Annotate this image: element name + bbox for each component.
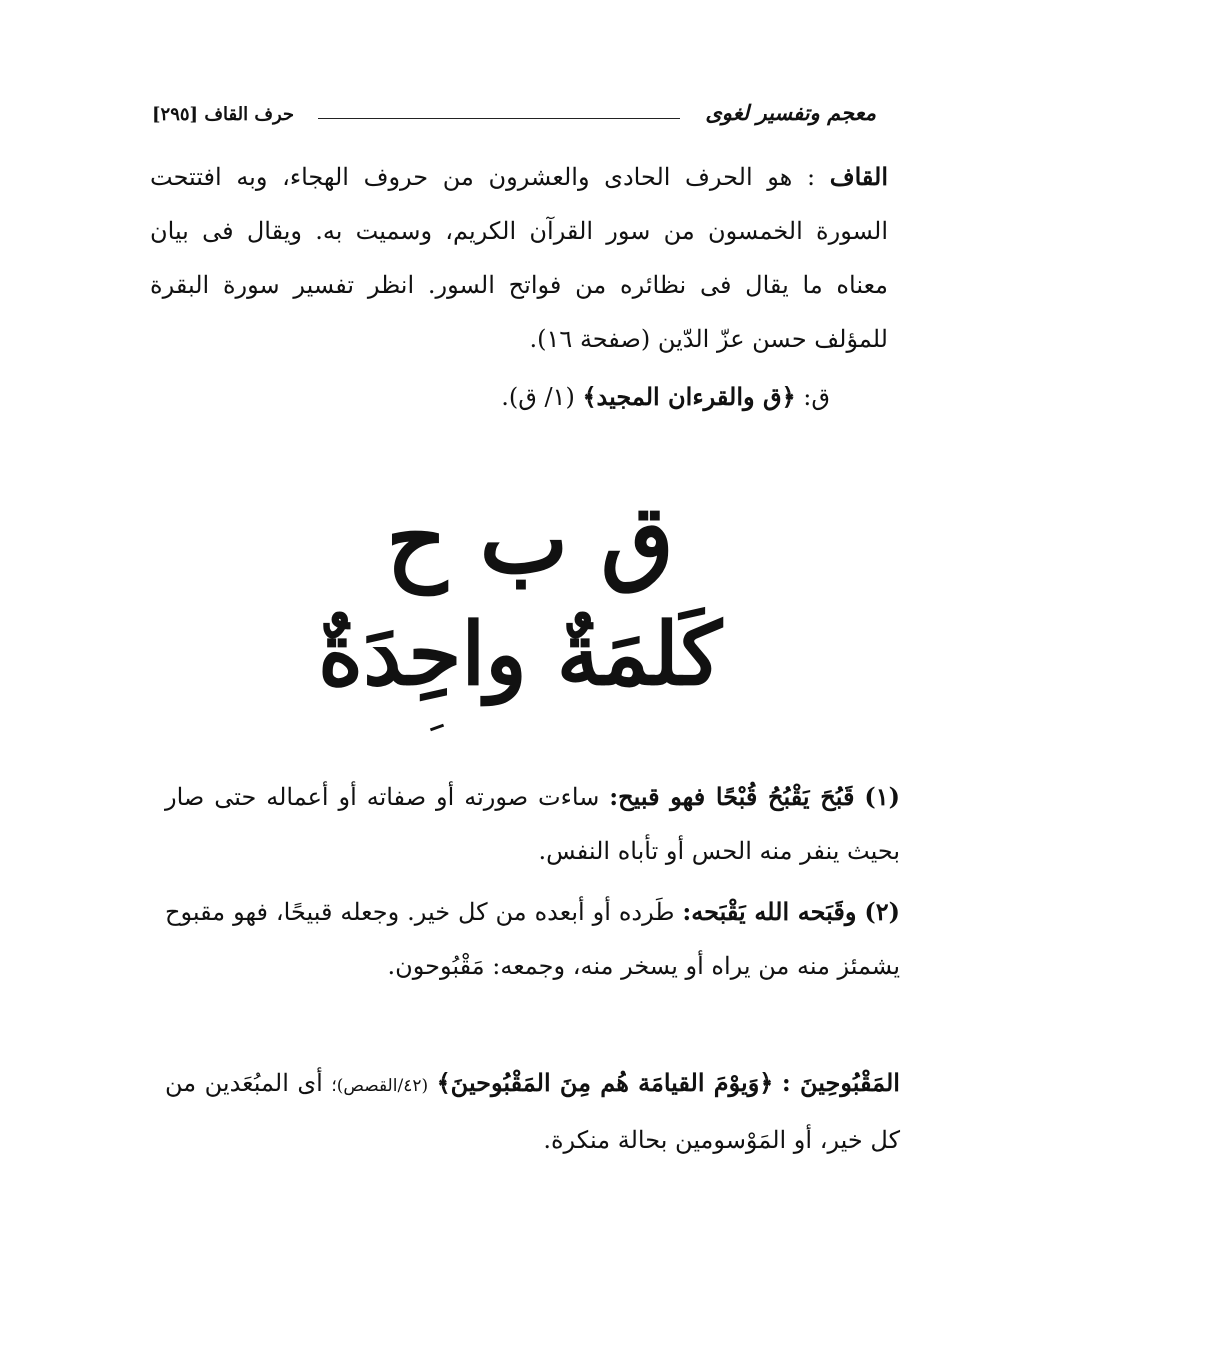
definition-head: المَقْبُوحِينَ : xyxy=(781,1068,900,1097)
definition-head: قَبُحَ يَقْبُحُ قُبْحًا فهو قبيح: xyxy=(609,782,855,811)
decorative-mark xyxy=(430,724,444,732)
definition-3 xyxy=(165,1056,900,1167)
running-header xyxy=(150,100,880,136)
intro-paragraph xyxy=(150,150,888,366)
qaf-verse-ref: (١/ ق). xyxy=(501,383,575,411)
intro-text: : هو الحرف الحادى والعشرون من حروف الهجاء، وبه افتتحت السورة الخمسون من سور القرآن الكريم، وسميت به. ويقال فى بيان معناه ما يقال فى نظائره من فواتح السور. انظر تفسير سورة البقرة للمؤلف حسن عزّ الدّين (صفحة ١٦). xyxy=(150,163,888,353)
qaf-verse-text: ﴿ق والقرءان المجيد﴾ xyxy=(582,382,796,411)
definition-1 xyxy=(165,770,900,878)
definition-2 xyxy=(165,885,900,993)
definition-text: أى المبُعَدين من كل خير، أو المَوْسومين بحالة منكرة. xyxy=(165,1069,900,1154)
definition-number: (٢) xyxy=(864,897,900,926)
quran-verse: ﴿وَيوْمَ القيامَة هُم مِنَ المَقْبُوحينَ﴾ xyxy=(436,1068,774,1097)
root-subtitle: كَلمَةٌ واحِدَةٌ xyxy=(318,604,722,705)
section-label: حرف القاف [٢٩٥] xyxy=(152,104,295,125)
qaf-label: ق: xyxy=(803,383,830,411)
book-title: معجم وتفسير لغوى xyxy=(705,100,876,125)
definition-text: طَرده أو أبعده من كل خير. وجعله قبيحًا، فهو مقبوح يشمئز منه من يراه أو يسخر منه، وجمعه: مَقْبُوحون. xyxy=(165,898,900,980)
root-letters: ق ب ح xyxy=(386,485,674,595)
verse-reference: (٤٢/القصص)؛ xyxy=(331,1076,429,1096)
definition-number: (١) xyxy=(864,782,900,811)
intro-term: القاف xyxy=(829,162,888,191)
header-rule xyxy=(318,118,680,119)
definition-text: ساءت صورته أو صفاته أو أعماله حتى صار بحيث ينفر منه الحس أو تأباه النفس. xyxy=(165,783,900,865)
definition-head: وقَبَحه الله يَقْبَحه: xyxy=(682,897,857,926)
qaf-verse-line xyxy=(400,370,830,424)
